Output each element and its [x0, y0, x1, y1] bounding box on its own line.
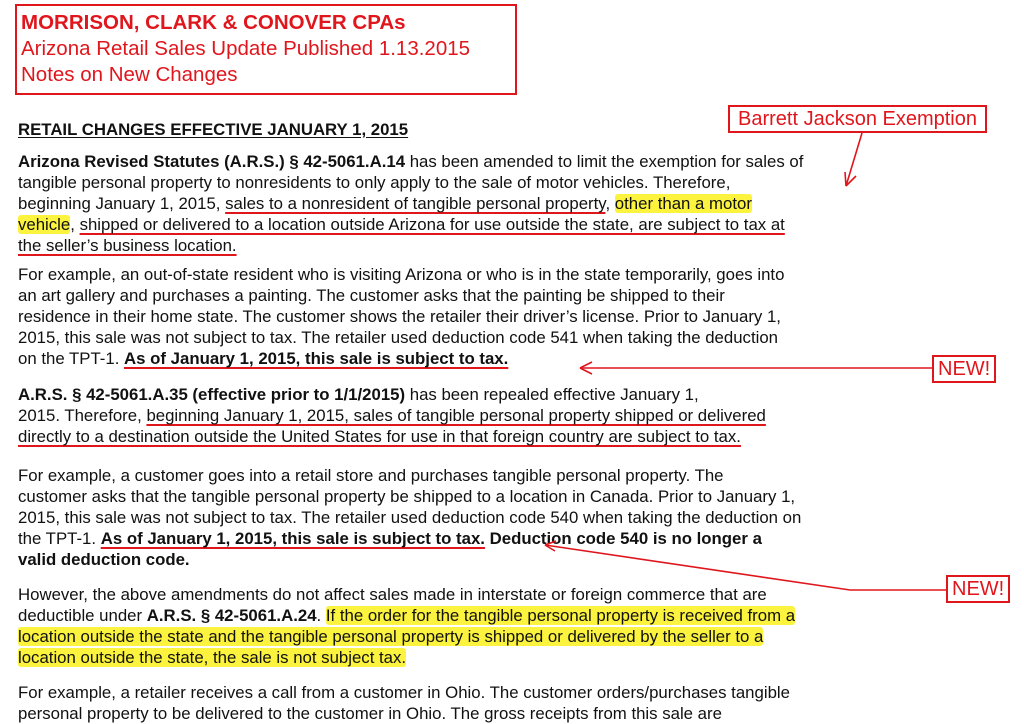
text: 2015, this sale was not subject to tax. The retailer used deduction code 541 when taking the deduction: [18, 328, 779, 347]
paragraph-1: [18, 151, 803, 256]
text: personal property to be delivered to the customer in Ohio. The gross receipts from this sale are: [18, 704, 722, 723]
text: customer asks that the tangible personal property be shipped to a location in Canada. Prior to January 1,: [18, 487, 796, 506]
underlined-text: directly to a destination outside the United States for use in that foreign country are subject to tax.: [18, 427, 741, 446]
text: an art gallery and purchases a painting. The customer asks that the painting be shipped to their: [18, 286, 725, 305]
bold-text: Deduction code 540 is no longer a: [484, 529, 762, 548]
highlighted-text: location outside the state, the sale is not subject tax.: [18, 648, 407, 667]
text: has been repealed effective January 1,: [405, 385, 699, 404]
text: For example, an out-of-state resident who is visiting Arizona or who is in the state temporarily, goes into: [18, 265, 785, 284]
text: For example, a retailer receives a call from a customer in Ohio. The customer orders/purchases tangible: [18, 683, 790, 702]
text: residence in their home state. The customer shows the retailer their driver’s license. Prior to January 1,: [18, 307, 781, 326]
paragraph-2: [18, 264, 784, 369]
text: For example, a customer goes into a retail store and purchases tangible personal property. The: [18, 466, 724, 485]
underlined-text: sales to a nonresident of tangible personal property: [225, 194, 606, 213]
text: tangible personal property to nonresidents to only apply to the sale of motor vehicles. Therefore,: [18, 173, 731, 192]
statute-ref: Arizona Revised Statutes (A.R.S.) § 42-5061.A.14: [18, 152, 406, 171]
text: beginning January 1, 2015,: [18, 194, 226, 213]
callout-text: NEW!: [952, 578, 1005, 600]
barrett-arrow-line: [846, 133, 862, 186]
bold-text: valid deduction code.: [18, 550, 190, 569]
highlighted-text: location outside the state and the tangible personal property is shipped or delivered by the seller to a: [18, 627, 764, 646]
text: deductible under: [18, 606, 147, 625]
statute-ref: A.R.S. § 42-5061.A.24: [146, 606, 317, 625]
barrett-jackson-callout: [728, 105, 987, 133]
text: ,: [70, 215, 80, 234]
document-title: Arizona Retail Sales Update Published 1.13.2015: [21, 37, 471, 60]
paragraph-3: [18, 384, 766, 447]
callout-text: Barrett Jackson Exemption: [738, 108, 977, 130]
underlined-text: shipped or delivered to a location outside Arizona for use outside the state, are subject to tax at: [79, 215, 785, 234]
text: 2015, this sale was not subject to tax. The retailer used deduction code 540 when taking the deduction on: [18, 508, 802, 527]
underlined-text: beginning January 1, 2015, sales of tangible personal property shipped or delivered: [146, 406, 766, 425]
underlined-bold-text: As of January 1, 2015, this sale is subject to tax.: [100, 529, 485, 548]
paragraph-6: [18, 682, 790, 724]
paragraph-5: [18, 584, 795, 668]
highlighted-text: If the order for the tangible personal property is received from a: [325, 606, 796, 625]
text: 2015. Therefore,: [18, 406, 147, 425]
text: the TPT-1.: [18, 529, 101, 548]
highlighted-text: vehicle: [18, 215, 71, 234]
text: ,: [605, 194, 615, 213]
callout-text: NEW!: [938, 358, 991, 380]
text: has been amended to limit the exemption for sales of: [405, 152, 804, 171]
new-callout-2: [946, 575, 1010, 603]
text: However, the above amendments do not affect sales made in interstate or foreign commerce that are: [18, 585, 767, 604]
new-callout-1: [932, 355, 996, 383]
header-box: [15, 4, 517, 95]
statute-ref: A.R.S. § 42-5061.A.35 (effective prior to 1/1/2015): [18, 385, 406, 404]
section-heading: RETAIL CHANGES EFFECTIVE JANUARY 1, 2015: [18, 120, 409, 139]
text: on the TPT-1.: [18, 349, 125, 368]
document-subtitle: Notes on New Changes: [21, 63, 238, 86]
paragraph-4: [18, 465, 801, 570]
underlined-text: the seller’s business location.: [18, 236, 237, 255]
barrett-arrow-head: [845, 172, 856, 186]
firm-name: MORRISON, CLARK & CONOVER CPAs: [21, 11, 406, 34]
highlighted-text: other than a motor: [614, 194, 752, 213]
text: .: [316, 606, 326, 625]
underlined-bold-text: As of January 1, 2015, this sale is subject to tax.: [124, 349, 509, 368]
